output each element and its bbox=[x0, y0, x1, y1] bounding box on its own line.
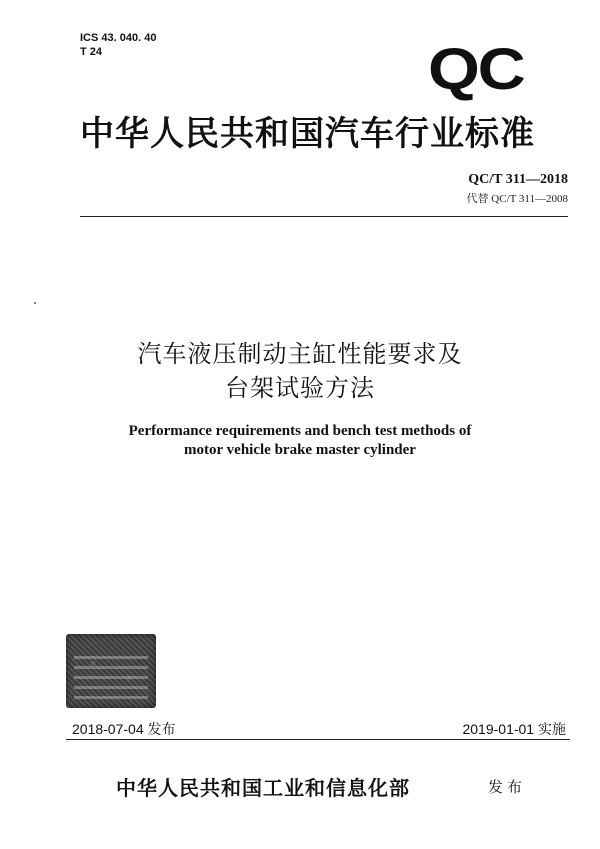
standard-number: QC/T 311—2018 bbox=[468, 172, 568, 187]
title-en-line-2: motor vehicle brake master cylinder bbox=[184, 442, 416, 458]
header-divider bbox=[80, 216, 568, 217]
title-en-line-1: Performance requirements and bench test methods of bbox=[128, 423, 472, 439]
classification-code: T 24 bbox=[80, 46, 103, 58]
issuing-authority: 中华人民共和国工业和信息化部 bbox=[116, 776, 410, 800]
replaces-standard: 代替 QC/T 311—2008 bbox=[466, 193, 568, 205]
publish-date: 2018-07-04 发布 bbox=[72, 721, 176, 737]
anti-counterfeit-label bbox=[66, 634, 156, 708]
label-line bbox=[74, 666, 148, 669]
label-line bbox=[74, 656, 148, 659]
title-zh-line-2: 台架试验方法 bbox=[225, 374, 375, 402]
label-line bbox=[74, 676, 148, 679]
standard-category-title: 中华人民共和国汽车行业标准 bbox=[80, 114, 535, 154]
title-zh-line-1: 汽车液压制动主缸性能要求及 bbox=[137, 340, 463, 368]
label-line bbox=[74, 686, 148, 689]
issue-action: 发布 bbox=[488, 778, 527, 796]
label-line bbox=[74, 696, 148, 699]
scan-speck bbox=[34, 302, 36, 304]
date-divider bbox=[66, 739, 570, 740]
implementation-date: 2019-01-01 实施 bbox=[462, 721, 566, 737]
ics-code: ICS 43. 040. 40 bbox=[80, 32, 157, 44]
qc-logo: QC bbox=[428, 37, 524, 102]
